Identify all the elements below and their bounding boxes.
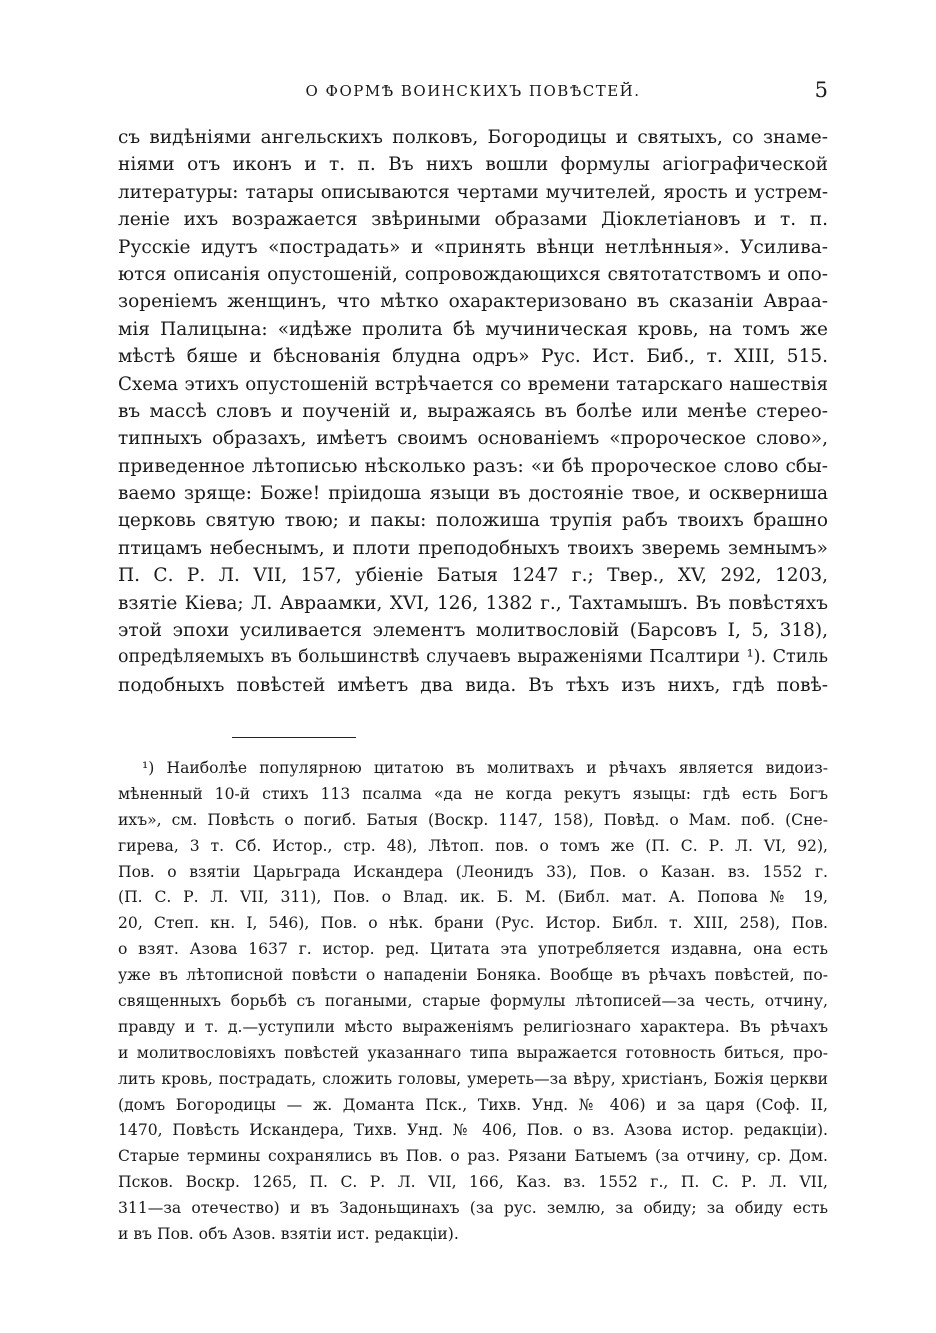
footnote-text-line: (домъ Богородицы — ж. Доманта Пск., Тихв. Унд. № 406) и за царя (Соф. II, — [118, 1095, 828, 1114]
body-text-line: ваемо зряще: Боже! пріидоша языци въ достояніе твое, и оскверниша — [118, 483, 828, 505]
body-text-line: приведенное лѣтописью нѣсколько разъ: «и бѣ пророческое слово сбы- — [118, 455, 828, 477]
body-text-line: зореніемъ женщинъ, что мѣтко охарактеризовано въ сказаніи Авраа- — [118, 291, 828, 313]
footnote-text-line: ¹) Наиболѣе популярною цитатою въ молитвахъ и рѣчахъ является видоиз- — [142, 759, 828, 777]
body-text-line: этой эпохи усиливается элементъ молитвословій (Барсовъ I, 5, 318), — [118, 620, 828, 642]
footnote-text-line: Пов. о взятіи Царьграда Искандера (Леонидъ 33), Пов. о Казан. вз. 1552 г. — [118, 862, 828, 881]
footnote-text-line: лить кровь, пострадать, сложить головы, умереть—за вѣру, христіанъ, Божія церкви — [118, 1069, 828, 1088]
footnote-text-line: мѣненный 10-й стихъ 113 псалма «да не когда рекутъ языцы: гдѣ есть Богъ — [118, 784, 828, 803]
body-text-line: мѣстѣ бяше и бѣснованія блудна одръ» Рус. Ист. Биб., т. XIII, 515. — [118, 346, 828, 368]
footnote-text-line: и въ Пов. объ Азов. взятіи ист. редакціи). — [118, 1225, 459, 1244]
footnote-text-line: ихъ», см. Повѣсть о погиб. Батыя (Воскр. 1147, 158), Повѣд. о Мам. поб. (Сне- — [118, 810, 828, 829]
body-text-line: леніе ихъ возражается звѣриными образами Діоклетіановъ и т. п. — [118, 209, 828, 231]
footnote-text-line: Старые термины сохранялись въ Пов. о раз. Рязани Батыемъ (за отчину, ср. Дом. — [118, 1147, 828, 1166]
body-text-line: въ массѣ словъ и поученій и, выражаясь въ болѣе или менѣе стерео- — [118, 400, 828, 422]
footnote-text-line: о взят. Азова 1637 г. истор. ред. Цитата эта употребляется издавна, она есть — [118, 940, 828, 959]
body-text-line: опредѣляемыхъ въ большинствѣ случаевъ выраженіями Псалтири ¹). Стиль — [118, 647, 828, 668]
body-text-line: литературы: татары описываются чертами мучителей, ярость и устрем- — [118, 181, 828, 203]
footnote-text-line: священныхъ борьбѣ съ погаными, старые формулы лѣтописей—за честь, отчину, — [118, 992, 828, 1011]
footnote-text-line: и молитвословіяхъ повѣстей указаннаго типа выражается готовность биться, про- — [118, 1043, 828, 1062]
body-text-line: съ видѣніями ангельскихъ полковъ, Богородицы и святыхъ, со знаме- — [118, 127, 828, 148]
body-text-line: мія Палицына: «идѣже пролита бѣ мучиническая кровь, на томъ же — [118, 318, 828, 340]
footnote-text-line: гирева, 3 т. Сб. Истор., стр. 48), Лѣтоп. пов. о томъ же (П. С. Р. Л. VI, 92), — [118, 836, 828, 855]
body-text-line: взятіе Кіева; Л. Авраамки, XVI, 126, 1382 г., Тахтамышъ. Въ повѣстяхъ — [118, 592, 828, 614]
footnote — [118, 756, 828, 1248]
body-text-line: подобныхъ повѣстей имѣетъ два вида. Въ тѣхъ изъ нихъ, гдѣ повѣ- — [118, 674, 828, 696]
footnote-text-line: уже въ лѣтописной повѣсти о нападеніи Боняка. Вообще въ рѣчахъ повѣстей, по- — [118, 966, 828, 985]
body-text-line: птицамъ небеснымъ, и плоти преподобныхъ твоихъ зверемь земнымъ» — [118, 537, 828, 559]
body-text-line: типныхъ образахъ, имѣетъ своимъ основаніемъ «пророческое слово», — [118, 428, 828, 450]
footnote-text-line: (П. С. Р. Л. VII, 311), Пов. о Влад. ик. Б. М. (Библ. мат. А. Попова № 19, — [118, 888, 828, 907]
footnote-text-line: 1470, Повѣсть Искандера, Тихв. Унд. № 406, Пов. о вз. Азова истор. редакціи). — [118, 1121, 828, 1140]
running-title: О ФОРМѢ ВОИНСКИХЪ ПОВѢСТЕЙ. — [305, 82, 641, 100]
body-text-line: церковь святую твою; и пакы: положиша трупія рабъ твоихъ брашно — [118, 510, 828, 532]
page-header — [118, 78, 828, 110]
body-text-line: ются описанія опустошеній, сопровождающихся святотатствомъ и опо- — [118, 263, 828, 285]
body-text-line: Русскіе идутъ «пострадать» и «принять вѣнци нетлѣнныя». Усилива- — [118, 236, 828, 258]
body-text-line: Схема этихъ опустошеній встрѣчается со времени татарскаго нашествія — [118, 373, 828, 395]
footnote-text-line: правду и т. д.—уступили мѣсто выраженіямъ религіознаго характера. Въ рѣчахъ — [118, 1017, 828, 1036]
footnote-text-line: Псков. Воскр. 1265, П. С. Р. Л. VII, 166, Каз. вз. 1552 г., П. С. Р. Л. VII, — [118, 1173, 828, 1192]
body-text-line: П. С. Р. Л. VII, 157, убіеніе Батыя 1247 г.; Твер., XV, 292, 1203, — [118, 565, 828, 587]
footnote-text-line: 20, Степ. кн. I, 546), Пов. о нѣк. брани (Рус. Истор. Библ. т. XIII, 258), Пов. — [118, 914, 828, 933]
body-text-line: ніями отъ иконъ и т. п. Въ нихъ вошли формулы агіографической — [118, 154, 828, 176]
main-text — [118, 124, 828, 699]
page-number: 5 — [814, 78, 828, 102]
footnote-separator — [232, 737, 356, 738]
footnote-text-line: 311—за отечество) и въ Задоньщинахъ (за рус. землю, за обиду; за обиду есть — [118, 1199, 828, 1218]
